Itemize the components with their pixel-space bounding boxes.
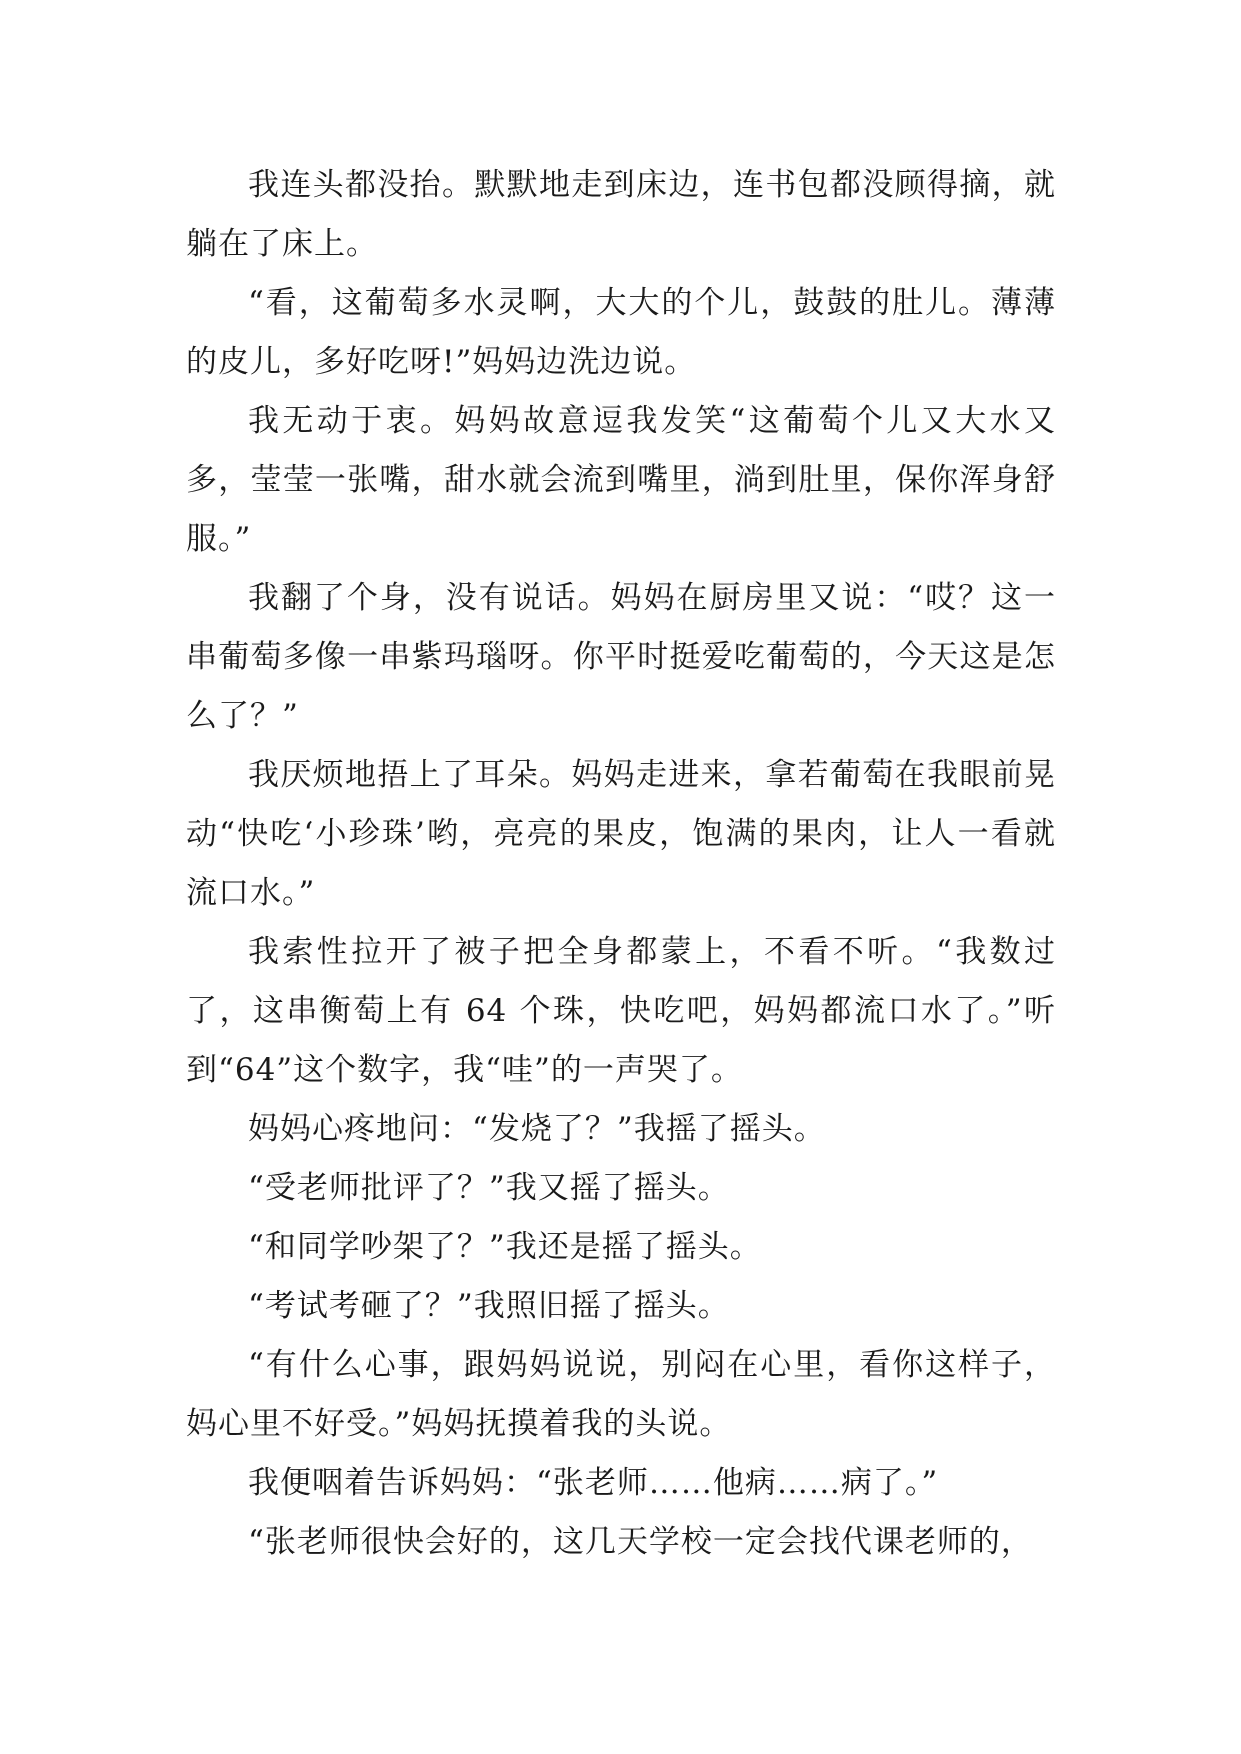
paragraph: 我翻了个身，没有说话。妈妈在厨房里又说：“哎？这一串葡萄多像一串紫玛瑙呀。你平时挺爱吃葡萄的，今天这是怎么了？” bbox=[186, 580, 1056, 734]
paragraph: “受老师批评了？”我又摇了摇头。 bbox=[248, 1170, 730, 1206]
paragraph: 我便咽着告诉妈妈：“张老师……他病……病了。” bbox=[248, 1465, 939, 1501]
paragraph: “和同学吵架了？”我还是摇了摇头。 bbox=[248, 1229, 762, 1265]
paragraph: 我连头都没抬。默默地走到床边，连书包都没顾得摘，就躺在了床上。 bbox=[186, 167, 1056, 262]
body-text bbox=[186, 156, 1056, 1572]
paragraph: “张老师很快会好的，这几天学校一定会找代课老师的， bbox=[248, 1524, 1033, 1560]
paragraph: 妈妈心疼地问：“发烧了？”我摇了摇头。 bbox=[248, 1111, 826, 1147]
paragraph: 我无动于衷。妈妈故意逗我发笑“这葡萄个儿又大水又多，莹莹一张嘴，甜水就会流到嘴里，淌到肚里，保你浑身舒服。” bbox=[186, 403, 1056, 557]
paragraph: “考试考砸了？”我照旧摇了摇头。 bbox=[248, 1288, 730, 1324]
paragraph: “有什么心事，跟妈妈说说，别闷在心里，看你这样子，妈心里不好受。”妈妈抚摸着我的头说。 bbox=[186, 1347, 1056, 1442]
paragraph: “看，这葡萄多水灵啊，大大的个儿，鼓鼓的肚儿。薄薄的皮儿，多好吃呀!”妈妈边洗边说。 bbox=[186, 285, 1056, 380]
paragraph: 我厌烦地捂上了耳朵。妈妈走进来，拿若葡萄在我眼前晃动“快吃‘小珍珠’哟，亮亮的果皮，饱满的果肉，让人一看就流口水。” bbox=[186, 757, 1056, 911]
paragraph: 我索性拉开了被子把全身都蒙上，不看不听。“我数过了，这串衡萄上有 64 个珠，快吃吧，妈妈都流口水了。”听到“64”这个数字，我“哇”的一声哭了。 bbox=[186, 934, 1056, 1088]
